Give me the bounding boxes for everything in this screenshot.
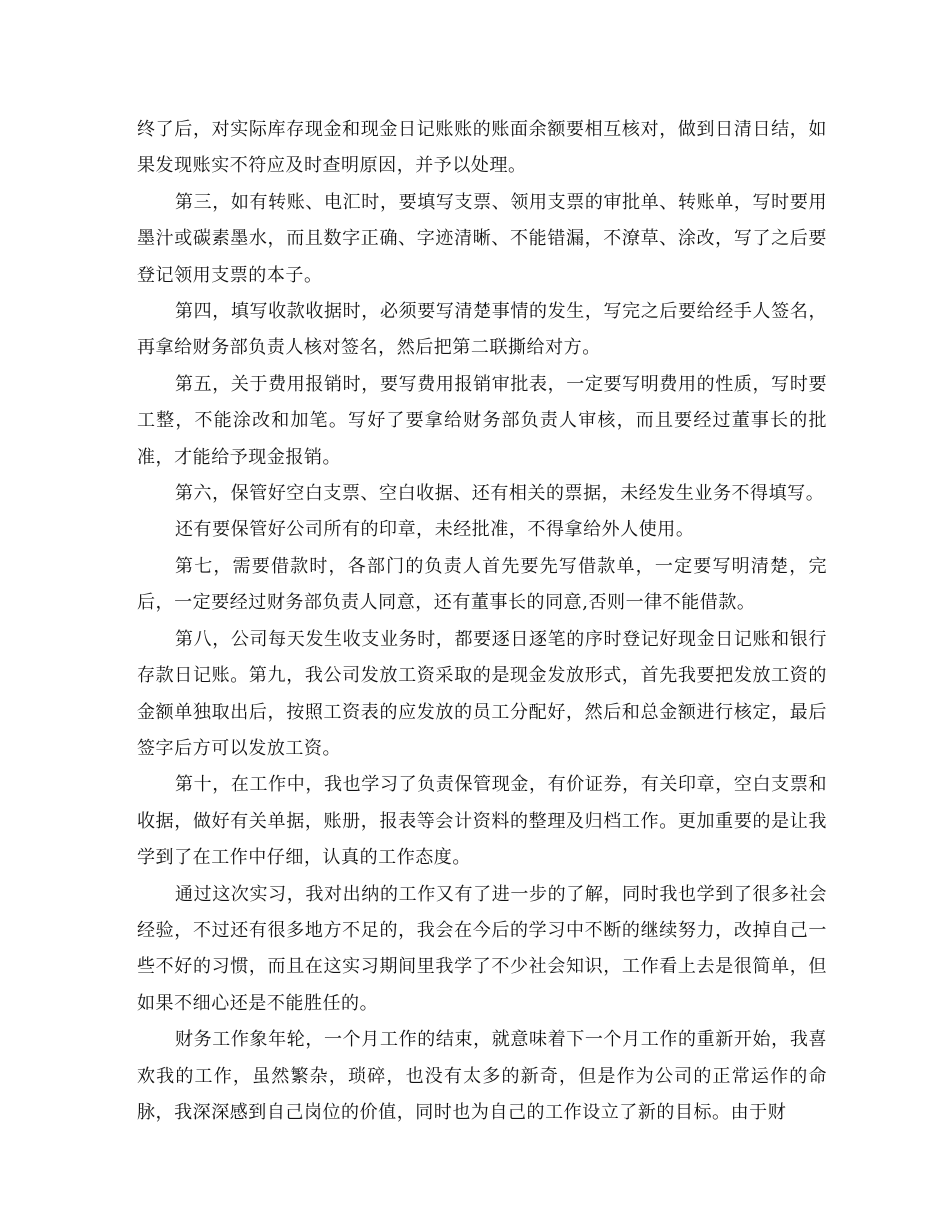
paragraph-item-3: 第三，如有转账、电汇时，要填写支票、领用支票的审批单、转账单，写时要用墨汁或碳素墨水，而且数字正确、字迹清晰、不能错漏，不潦草、涂改，写了之后要登记领用支票的本子。	[137, 191, 827, 286]
paragraph-item-6: 第六，保管好空白支票、空白收据、还有相关的票据，未经发生业务不得填写。	[175, 483, 825, 505]
paragraph-item-5: 第五，关于费用报销时，要写费用报销审批表，一定要写明费用的性质，写时要工整，不能涂改和加笔。写好了要拿给财务部负责人审核，而且要经过董事长的批准，才能给予现金报销。	[137, 373, 827, 468]
paragraph-seal-note: 还有要保管好公司所有的印章，未经批准，不得拿给外人使用。	[175, 519, 695, 541]
paragraph-item-8-9: 第八，公司每天发生收支业务时，都要逐日逐笔的序时登记好现金日记账和银行存款日记账。第九，我公司发放工资采取的是现金发放形式，首先我要把发放工资的金额单独取出后，按照工资表的应发放的员工分配好，然后和总金额进行核定，最后签字后方可以发放工资。	[137, 628, 827, 759]
document-body	[137, 112, 827, 1131]
paragraph-item-4: 第四，填写收款收据时，必须要写清楚事情的发生，写完之后要给经手人签名，再拿给财务部负责人核对签名，然后把第二联撕给对方。	[137, 301, 827, 359]
paragraph-internship-summary: 通过这次实习，我对出纳的工作又有了进一步的了解，同时我也学到了很多社会经验，不过还有很多地方不足的，我会在今后的学习中不断的继续努力，改掉自己一些不好的习惯，而且在这实习期间里我学了不少社会知识，工作看上去是很简单，但如果不细心还是不能胜任的。	[137, 883, 827, 1014]
paragraph-item-10: 第十，在工作中，我也学习了负责保管现金，有价证券，有关印章，空白支票和收据，做好有关单据，账册，报表等会计资料的整理及归档工作。更加重要的是让我学到了在工作中仔细，认真的工作态度。	[137, 774, 827, 869]
paragraph-work-reflection: 财务工作象年轮，一个月工作的结束，就意味着下一个月工作的重新开始，我喜欢我的工作，虽然繁杂，琐碎，也没有太多的新奇，但是作为公司的正常运作的命脉，我深深感到自己岗位的价值，同时也为自己的工作设立了新的目标。由于财	[137, 1029, 827, 1123]
paragraph-item-7: 第七，需要借款时，各部门的负责人首先要先写借款单，一定要写明清楚，完后，一定要经过财务部负责人同意，还有董事长的同意,否则一律不能借款。	[137, 555, 827, 614]
paragraph-continuation: 终了后，对实际库存现金和现金日记账账的账面余额要相互核对，做到日清日结，如果发现账实不符应及时查明原因，并予以处理。	[137, 119, 827, 177]
